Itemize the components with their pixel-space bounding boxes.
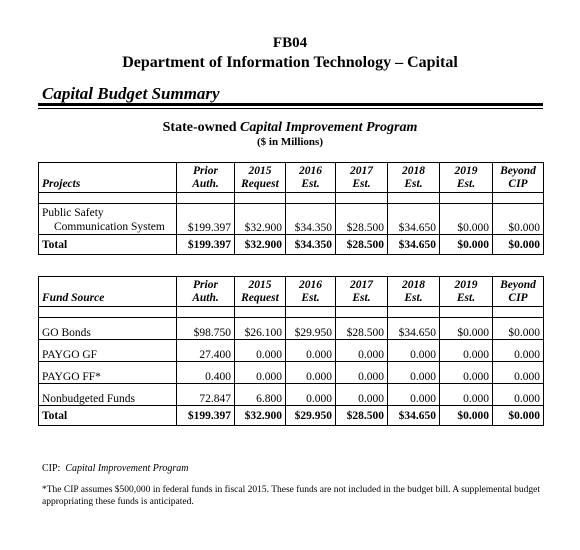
total-label: Total (39, 235, 177, 255)
table-cell: 0.000 (493, 384, 544, 406)
federal-funds-footnote: *The CIP assumes $500,000 in federal funds in fiscal 2015. These funds are not included in the budget bill. A supplemental budget appropriating these funds is anticipated. (42, 485, 540, 507)
table-cell: 0.000 (388, 362, 440, 384)
table-cell: 0.000 (440, 362, 493, 384)
program-title (0, 120, 580, 136)
total-cell: $34.650 (388, 235, 440, 255)
table-cell: $0.000 (493, 204, 544, 235)
column-header: 2019 Est. (440, 163, 493, 193)
column-header: Beyond CIP (493, 163, 544, 193)
spacer-row (39, 193, 544, 204)
projects-header-row (39, 163, 544, 193)
total-cell: $0.000 (493, 235, 544, 255)
table-cell: $29.950 (286, 318, 336, 340)
table-cell: 0.000 (388, 340, 440, 362)
department-title: Department of Information Technology – Capital (122, 54, 458, 71)
table-cell: $0.000 (493, 318, 544, 340)
total-cell: $34.350 (286, 235, 336, 255)
total-row (39, 406, 544, 426)
row-label: Nonbudgeted Funds (39, 384, 177, 406)
total-cell: $29.950 (286, 406, 336, 426)
table-cell: 0.000 (493, 340, 544, 362)
table-cell: 0.000 (336, 340, 388, 362)
fund-source-table (38, 276, 544, 426)
total-cell: $0.000 (493, 406, 544, 426)
total-cell: $32.900 (235, 235, 286, 255)
table-row (39, 384, 544, 406)
table-cell: 0.000 (336, 362, 388, 384)
table-cell: 0.000 (235, 362, 286, 384)
column-header: 2017 Est. (336, 277, 388, 307)
table-cell: $28.500 (336, 204, 388, 235)
column-header: 2016 Est. (286, 163, 336, 193)
table-cell: $98.750 (177, 318, 235, 340)
table-cell: 0.000 (493, 362, 544, 384)
total-label: Total (39, 406, 177, 426)
column-header: 2019 Est. (440, 277, 493, 307)
fund-header-row (39, 277, 544, 307)
column-header: 2015 Request (235, 277, 286, 307)
table-cell: 0.000 (286, 340, 336, 362)
total-cell: $0.000 (440, 406, 493, 426)
column-header: Prior Auth. (177, 277, 235, 307)
total-cell: $199.397 (177, 406, 235, 426)
table-cell: $26.100 (235, 318, 286, 340)
projects-header-label: Projects (39, 163, 177, 193)
section-rule (38, 103, 543, 106)
table-row (39, 318, 544, 340)
table-cell: $0.000 (440, 318, 493, 340)
total-cell: $28.500 (336, 235, 388, 255)
column-header: Prior Auth. (177, 163, 235, 193)
total-cell: $34.650 (388, 406, 440, 426)
total-cell: $0.000 (440, 235, 493, 255)
table-row (39, 362, 544, 384)
column-header: 2016 Est. (286, 277, 336, 307)
program-title-prefix: State-owned (162, 120, 241, 135)
units-label: ($ in Millions) (256, 136, 323, 148)
program-title-italic: Capital Improvement Program (240, 120, 418, 135)
table-cell: $199.397 (177, 204, 235, 235)
row-label: PAYGO GF (39, 340, 177, 362)
fund-header-label: Fund Source (39, 277, 177, 307)
total-cell: $32.900 (235, 406, 286, 426)
column-header: 2017 Est. (336, 163, 388, 193)
table-cell: 0.400 (177, 362, 235, 384)
column-header: 2015 Request (235, 163, 286, 193)
table-cell: 0.000 (336, 384, 388, 406)
table-cell: $34.350 (286, 204, 336, 235)
table-cell: 0.000 (235, 340, 286, 362)
table-cell: $34.650 (388, 204, 440, 235)
table-cell: 27.400 (177, 340, 235, 362)
row-label: Public Safety Communication System (39, 204, 177, 235)
table-row (39, 340, 544, 362)
column-header: Beyond CIP (493, 277, 544, 307)
column-header: 2018 Est. (388, 277, 440, 307)
table-cell: 72.847 (177, 384, 235, 406)
table-cell: $32.900 (235, 204, 286, 235)
total-row (39, 235, 544, 255)
table-cell: 6.800 (235, 384, 286, 406)
column-header: 2018 Est. (388, 163, 440, 193)
cip-definition: Capital Improvement Program (65, 463, 189, 474)
table-cell: 0.000 (388, 384, 440, 406)
document-code: FB04 (272, 35, 308, 51)
total-cell: $199.397 (177, 235, 235, 255)
row-label: GO Bonds (39, 318, 177, 340)
section-title: Capital Budget Summary (42, 84, 220, 103)
table-cell: 0.000 (286, 362, 336, 384)
row-label: PAYGO FF* (39, 362, 177, 384)
table-cell: $34.650 (388, 318, 440, 340)
cip-footnote (42, 463, 188, 474)
spacer-row (39, 307, 544, 318)
table-cell: $0.000 (440, 204, 493, 235)
table-cell: $28.500 (336, 318, 388, 340)
section-rule-thin (38, 108, 543, 109)
table-row (39, 204, 544, 235)
table-cell: 0.000 (440, 340, 493, 362)
table-cell: 0.000 (440, 384, 493, 406)
table-cell: 0.000 (286, 384, 336, 406)
cip-abbreviation: CIP: (42, 463, 61, 474)
total-cell: $28.500 (336, 406, 388, 426)
projects-table (38, 162, 544, 255)
